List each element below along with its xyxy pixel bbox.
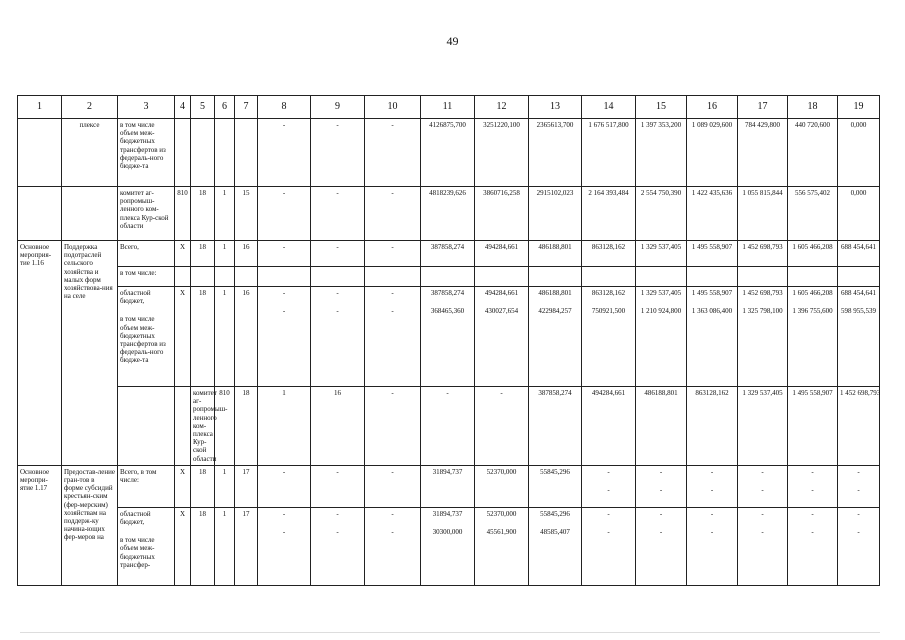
value-cell: - - xyxy=(582,465,636,507)
value-cell xyxy=(258,267,311,287)
value-cell: - xyxy=(365,119,421,187)
value-cell: 1 495 558,907 xyxy=(788,387,838,466)
value-cell: - xyxy=(311,119,365,187)
event-cell: Основное меропри-ятие 1.17 xyxy=(18,465,62,585)
header-cell: 15 xyxy=(636,96,687,119)
value-cell: 2915102,023 xyxy=(529,187,582,241)
event-cell xyxy=(18,187,62,241)
code-cell: 1 xyxy=(258,387,311,466)
value-cell: - - xyxy=(365,287,421,387)
code-cell: 18 xyxy=(191,241,215,267)
value-cell: 1 422 435,636 xyxy=(687,187,738,241)
header-cell: 7 xyxy=(235,96,258,119)
table-row xyxy=(18,119,880,187)
value-cell: - - xyxy=(311,507,365,585)
source-cell: в том числе: xyxy=(118,267,175,287)
grbs-cell xyxy=(175,267,191,287)
code-cell: 1 xyxy=(215,287,235,387)
value-cell: - xyxy=(258,241,311,267)
value-cell: 1 452 698,793 xyxy=(838,387,880,466)
code-cell xyxy=(235,119,258,187)
value-cell xyxy=(365,267,421,287)
table-row xyxy=(18,287,880,387)
value-cell xyxy=(738,267,788,287)
value-cell: 1 605 466,208 xyxy=(788,241,838,267)
event-cell xyxy=(118,387,175,466)
code-cell: 18 xyxy=(191,465,215,507)
code-cell xyxy=(235,267,258,287)
value-cell: 1 397 353,200 xyxy=(636,119,687,187)
value-cell: 494284,661 xyxy=(475,241,529,267)
grbs-cell: 810 xyxy=(175,187,191,241)
value-cell: 4126875,700 xyxy=(421,119,475,187)
value-cell: - - xyxy=(738,507,788,585)
source-cell: Всего, xyxy=(118,241,175,267)
value-cell: - xyxy=(258,119,311,187)
value-cell: 52370,000 45561,900 xyxy=(475,507,529,585)
source-cell xyxy=(118,507,175,585)
value-cell: - xyxy=(475,387,529,466)
code-cell: 18 xyxy=(191,287,215,387)
value-cell: 0,000 xyxy=(838,119,880,187)
value-cell: - - xyxy=(838,507,880,585)
value-cell: 1 452 698,793 xyxy=(738,241,788,267)
table-header-row xyxy=(18,96,880,119)
code-cell: 16 xyxy=(311,387,365,466)
value-cell: 2365613,700 xyxy=(529,119,582,187)
value-cell: - xyxy=(421,387,475,466)
value-cell: - - xyxy=(636,507,687,585)
header-cell: 6 xyxy=(215,96,235,119)
value-cell: 2 554 750,390 xyxy=(636,187,687,241)
value-cell: 31894,737 30300,000 xyxy=(421,507,475,585)
grbs-cell: X xyxy=(175,465,191,507)
value-cell: 387858,274 xyxy=(529,387,582,466)
value-cell: - - xyxy=(738,465,788,507)
event-cell: Основное мероприя-тие 1.16 xyxy=(18,241,62,466)
table-row xyxy=(18,507,880,585)
value-cell: 494284,661 xyxy=(582,387,636,466)
value-cell: - - xyxy=(258,507,311,585)
code-cell: 1 xyxy=(215,465,235,507)
value-cell: - - xyxy=(687,465,738,507)
value-cell: - - xyxy=(788,465,838,507)
source-label: областной бюджет, xyxy=(120,289,151,306)
value-cell xyxy=(636,267,687,287)
table-row xyxy=(18,387,880,466)
source-cell: комитет аг-ропромыш-ленного ком-плекса Кур-ской области xyxy=(118,187,175,241)
header-cell: 19 xyxy=(838,96,880,119)
value-cell: 863128,162 750921,500 xyxy=(582,287,636,387)
value-cell: 863128,162 xyxy=(687,387,738,466)
value-cell: 556 575,402 xyxy=(788,187,838,241)
value-cell: 387858,274 xyxy=(421,241,475,267)
header-cell: 18 xyxy=(788,96,838,119)
value-cell: - - xyxy=(258,287,311,387)
value-cell xyxy=(475,267,529,287)
code-cell: 16 xyxy=(235,241,258,267)
value-cell: - xyxy=(258,465,311,507)
code-cell: 16 xyxy=(235,287,258,387)
value-cell: 1 605 466,208 1 396 755,600 xyxy=(788,287,838,387)
value-cell: 1 329 537,405 xyxy=(738,387,788,466)
header-cell: 10 xyxy=(365,96,421,119)
value-cell: 3860716,258 xyxy=(475,187,529,241)
value-cell: 494284,661 430027,654 xyxy=(475,287,529,387)
table-row xyxy=(18,241,880,267)
value-cell: - xyxy=(311,187,365,241)
grbs-cell: X xyxy=(175,287,191,387)
value-cell: 440 720,600 xyxy=(788,119,838,187)
value-cell xyxy=(421,267,475,287)
value-cell xyxy=(838,267,880,287)
value-cell xyxy=(687,267,738,287)
source-label: областной бюджет, xyxy=(120,509,151,527)
source-label: в том числе объем меж-бюджетных трансфертов из федераль-ного бюдже-та xyxy=(120,315,166,365)
value-cell: - xyxy=(311,241,365,267)
code-cell: 15 xyxy=(235,187,258,241)
code-cell: 1 xyxy=(215,507,235,585)
header-cell: 16 xyxy=(687,96,738,119)
value-cell: 2 164 393,484 xyxy=(582,187,636,241)
value-cell: 486188,801 422984,257 xyxy=(529,287,582,387)
value-cell: 52370,000 xyxy=(475,465,529,507)
source-label: в том числе объем меж-бюджетных трансфер- xyxy=(120,536,155,569)
code-cell xyxy=(191,119,215,187)
value-cell xyxy=(529,267,582,287)
value-cell xyxy=(788,267,838,287)
event-name-cell: Поддержка подотраслей сельского хозяйства и малых форм хозяйствова-ния на селе xyxy=(62,241,118,466)
value-cell xyxy=(582,267,636,287)
value-cell: - - xyxy=(582,507,636,585)
header-cell: 14 xyxy=(582,96,636,119)
header-cell: 13 xyxy=(529,96,582,119)
value-cell: 784 429,800 xyxy=(738,119,788,187)
code-cell: 17 xyxy=(235,465,258,507)
grbs-cell: X xyxy=(175,507,191,585)
value-cell: - xyxy=(365,465,421,507)
code-cell: 18 xyxy=(191,507,215,585)
code-cell xyxy=(215,119,235,187)
value-cell: 688 454,641 598 955,539 xyxy=(838,287,880,387)
value-cell: 4818239,626 xyxy=(421,187,475,241)
code-cell: 17 xyxy=(235,507,258,585)
header-cell: 12 xyxy=(475,96,529,119)
value-cell: 1 495 558,907 1 363 086,400 xyxy=(687,287,738,387)
value-cell: - xyxy=(258,187,311,241)
header-cell: 11 xyxy=(421,96,475,119)
event-name-cell xyxy=(62,187,118,241)
header-cell: 17 xyxy=(738,96,788,119)
value-cell: - - xyxy=(365,507,421,585)
table-row xyxy=(18,267,880,287)
value-cell: 55845,296 xyxy=(529,465,582,507)
value-cell: 486188,801 xyxy=(636,387,687,466)
code-cell: 18 xyxy=(191,187,215,241)
value-cell: - - xyxy=(838,465,880,507)
value-cell: 55845,296 48585,407 xyxy=(529,507,582,585)
grbs-cell xyxy=(175,119,191,187)
header-cell: 1 xyxy=(18,96,62,119)
code-cell xyxy=(191,267,215,287)
value-cell: 486188,801 xyxy=(529,241,582,267)
grbs-cell: 810 xyxy=(215,387,235,466)
value-cell: 1 676 517,800 xyxy=(582,119,636,187)
value-cell: 1 329 537,405 1 210 924,800 xyxy=(636,287,687,387)
value-cell: - xyxy=(365,387,421,466)
table-row xyxy=(18,187,880,241)
value-cell: - - xyxy=(687,507,738,585)
value-cell: 0,000 xyxy=(838,187,880,241)
value-cell: - xyxy=(365,241,421,267)
budget-table xyxy=(17,95,880,586)
value-cell: - - xyxy=(311,287,365,387)
code-cell: 1 xyxy=(215,241,235,267)
code-cell: 1 xyxy=(215,187,235,241)
code-cell: 18 xyxy=(235,387,258,466)
value-cell: 31894,737 xyxy=(421,465,475,507)
header-cell: 3 xyxy=(118,96,175,119)
header-cell: 8 xyxy=(258,96,311,119)
table-row xyxy=(18,465,880,507)
source-cell: в том числе объем меж-бюджетных трансфертов из федераль-ного бюдже-та xyxy=(118,119,175,187)
event-name-cell: Предостав-ление гран-тов в форме субсидий крестьян-ским (фер-мерским) хозяйствам на поддерж-ку начина-ющих фер-меров на xyxy=(62,465,118,585)
source-cell: Всего, в том числе: xyxy=(118,465,175,507)
value-cell: - - xyxy=(788,507,838,585)
value-cell: 863128,162 xyxy=(582,241,636,267)
value-cell xyxy=(311,267,365,287)
value-cell: 688 454,641 xyxy=(838,241,880,267)
scan-artifact-line xyxy=(20,632,880,633)
page-number: 49 xyxy=(446,34,459,48)
value-cell: - xyxy=(365,187,421,241)
value-cell: 1 089 029,600 xyxy=(687,119,738,187)
value-cell: 387858,274 368465,360 xyxy=(421,287,475,387)
event-cell xyxy=(18,119,62,187)
header-cell: 9 xyxy=(311,96,365,119)
value-cell: - xyxy=(311,465,365,507)
value-cell: 1 329 537,405 xyxy=(636,241,687,267)
value-cell: - - xyxy=(636,465,687,507)
value-cell: 1 452 698,793 1 325 798,100 xyxy=(738,287,788,387)
event-name-cell xyxy=(175,387,191,466)
header-cell: 2 xyxy=(62,96,118,119)
code-cell xyxy=(215,267,235,287)
header-cell: 5 xyxy=(191,96,215,119)
source-cell xyxy=(118,287,175,387)
event-name-cell: плексе xyxy=(62,119,118,187)
source-cell: комитет аг-ропромыш-ленного ком-плекса Кур-ской области xyxy=(191,387,215,466)
value-cell: 3251220,100 xyxy=(475,119,529,187)
value-cell: 1 055 815,844 xyxy=(738,187,788,241)
grbs-cell: X xyxy=(175,241,191,267)
header-cell: 4 xyxy=(175,96,191,119)
value-cell: 1 495 558,907 xyxy=(687,241,738,267)
